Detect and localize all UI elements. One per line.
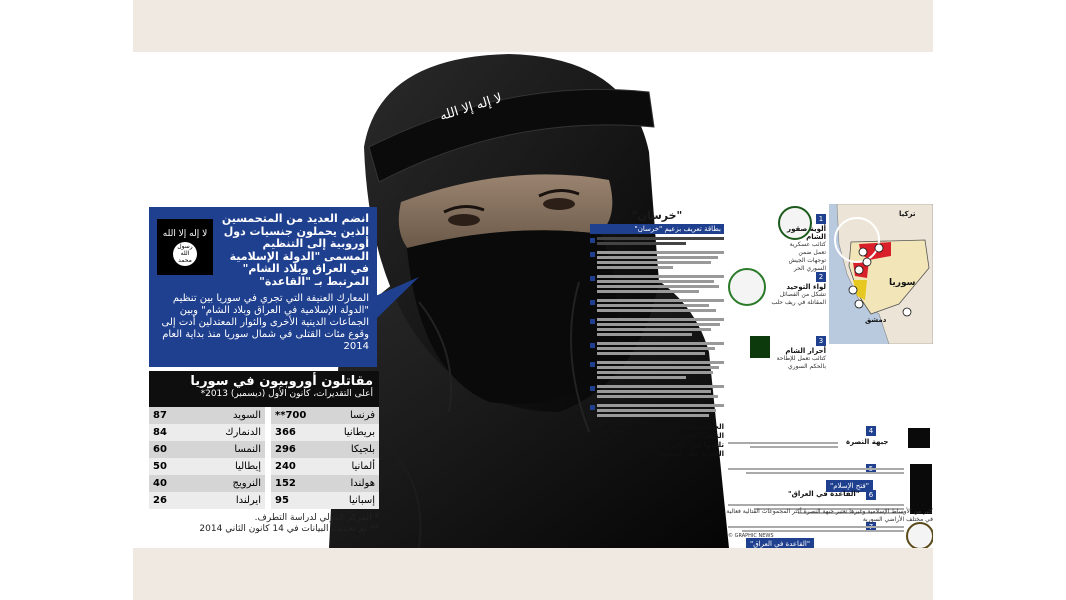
country-name: ألمانيا — [311, 458, 379, 475]
country-name: الدنمارك — [189, 424, 265, 441]
country-name: بريطانيا — [311, 424, 379, 441]
column-gap — [265, 475, 271, 492]
fighter-count: 366 — [271, 424, 311, 441]
khorasan-timeline — [590, 236, 724, 419]
fighter-count: 240 — [271, 458, 311, 475]
ahrar-flag-icon — [750, 336, 770, 358]
bottom-margin-band — [133, 548, 933, 600]
black-flag-icon — [157, 219, 213, 275]
fighter-count: 60 — [149, 441, 189, 458]
fighter-count: 26 — [149, 492, 189, 509]
table-row — [149, 492, 379, 509]
graphic-news-credit: © GRAPHIC NEWS — [728, 533, 774, 539]
group-name: لواء التوحيد — [786, 283, 826, 291]
bottom-note: كثير من الأوساط الإسلامية وغيرها تعتبر جبهة النصرة أكثر المجموعات القتالية فعالية في مختلف الأراضي السورية — [726, 508, 933, 523]
bullet-icon — [590, 405, 595, 410]
group-name-bar: "القاعدة في العراق" — [746, 538, 814, 548]
text-lines — [597, 298, 724, 314]
timeline-item — [590, 384, 724, 400]
fighter-count: 50 — [149, 458, 189, 475]
table-row — [149, 441, 379, 458]
group-description: كتائب عسكرية تعمل ضمن توجهات الجيش السوري الحر — [788, 241, 826, 272]
group-number: 6 — [866, 490, 876, 500]
country-name: ايرلندا — [189, 492, 265, 509]
text-lines — [597, 360, 724, 381]
country-name: فرنسا — [311, 407, 379, 424]
group-number: 4 — [866, 426, 876, 436]
fighter-count: 84 — [149, 424, 189, 441]
map-label-damascus: دمشق — [865, 316, 887, 324]
syria-map — [829, 204, 933, 344]
bullet-icon — [590, 343, 595, 348]
group-name: جبهة النصرة — [846, 438, 889, 446]
group-number: 1 — [816, 214, 826, 224]
bullet-icon — [590, 319, 595, 324]
table-row — [149, 475, 379, 492]
headband-inscription: لا إله إلا الله — [438, 90, 504, 125]
group-description-lines — [728, 466, 904, 476]
text-lines — [597, 384, 724, 400]
country-name: هولندا — [311, 475, 379, 492]
timeline-item — [590, 274, 724, 295]
bullet-icon — [590, 238, 595, 243]
timeline-item — [590, 317, 724, 338]
group-name: أحرار الشام — [785, 347, 826, 355]
aqi-emblem-icon — [906, 522, 933, 548]
infographic-page — [133, 52, 933, 548]
table-footnotes — [149, 513, 379, 535]
timeline-item — [590, 341, 724, 357]
intro-headline: انضم العديد من المتحمسين الذين يحملون جنسيات دول أوروبية إلى التنظيم المسمى "الدولة الإسلامية في العراق وبلاد الشام" المرتبط بـ "القاعدة" — [221, 212, 369, 288]
timeline-item — [590, 360, 724, 381]
nusra-flag-icon — [908, 428, 930, 448]
table-row — [149, 458, 379, 475]
callout-pointer — [373, 277, 419, 337]
intro-body: المعارك العنيفة التي تجري في سوريا بين تنظيم "الدولة الإسلامية في العراق وبلاد الشام" وبين الجماعات الدينية الأخرى والثوار المعتدلين أدت إلى وقوع مئات القتلى في شمال سوريا منذ بداية العام 2014 — [161, 293, 369, 352]
group-description-lines — [728, 440, 838, 450]
text-lines — [597, 274, 724, 295]
group-number: 2 — [816, 272, 826, 282]
footnote-update: ** تم تحديث البيانات في 14 كانون الثاني 2014 — [199, 524, 379, 534]
map-label-syria: سوريا — [889, 278, 916, 288]
fighter-count: 40 — [149, 475, 189, 492]
group-name: "القاعدة في العراق" — [788, 490, 860, 498]
country-name: السويد — [189, 407, 265, 424]
flag-text: لا إله إلا الله — [162, 228, 208, 239]
khorasan-profile-bar: بطاقة تعريف بزعيم "خرسان" — [590, 224, 724, 234]
bullet-icon — [590, 276, 595, 281]
text-lines — [597, 236, 724, 247]
bullet-icon — [590, 386, 595, 391]
text-lines — [597, 250, 724, 271]
bullet-icon — [590, 252, 595, 257]
country-name: بلجيكا — [311, 441, 379, 458]
fighter-count: 95 — [271, 492, 311, 509]
group-name-bar: "فتح الإسلام" — [826, 480, 873, 492]
fighter-count: 296 — [271, 441, 311, 458]
column-gap — [265, 492, 271, 509]
european-fighters-table — [149, 407, 379, 509]
khorasan-column — [590, 209, 724, 459]
column-gap — [265, 441, 271, 458]
bullet-icon — [590, 300, 595, 305]
fighter-count: 152 — [271, 475, 311, 492]
fatah-islam-flag-icon — [910, 464, 932, 498]
table-row — [149, 407, 379, 424]
groups-column — [726, 204, 933, 548]
timeline-item — [590, 250, 724, 271]
timeline-item — [590, 298, 724, 314]
fighter-count: 700** — [271, 407, 311, 424]
fighter-count: 87 — [149, 407, 189, 424]
country-name: إسبانيا — [311, 492, 379, 509]
timeline-item — [590, 236, 724, 247]
timeline-item — [590, 403, 724, 419]
flag-seal: رسول الله محمد — [173, 242, 197, 266]
khorasan-summary: الجماعة قالوا إنها القناة من "مرحلة التنفيذ" ليجوم يحصد على قمة يمكن تلقيها من خلال الدفرات من دون القدرة على كشفها — [600, 423, 724, 458]
european-fighters-subtitle: أعلى التقديرات، كانون الأول (ديسمبر) 2013* — [200, 389, 373, 399]
column-gap — [265, 458, 271, 475]
country-name: النمسا — [189, 441, 265, 458]
group-number: 3 — [816, 336, 826, 346]
european-fighters-title: مقاتلون أوروبيون في سوريا — [190, 374, 373, 389]
group-name: ألوية صقور الشام — [787, 225, 826, 241]
bullet-icon — [590, 362, 595, 367]
top-margin-band — [133, 0, 933, 52]
intro-blue-box — [149, 207, 377, 367]
group-description: كتائب تعمل للإطاحة بالحكم السوري — [776, 355, 826, 370]
map-label-turkey: تركيا — [899, 210, 916, 218]
text-lines — [597, 317, 724, 338]
column-gap — [265, 407, 271, 424]
group-description: تشكل من الفصائل المقاتلة في ريف حلب — [771, 291, 826, 306]
tawhid-emblem-icon — [728, 268, 766, 306]
table-row — [149, 424, 379, 441]
text-lines — [597, 341, 724, 357]
khorasan-title: "خرسان" — [631, 209, 683, 222]
european-fighters-panel — [149, 371, 379, 535]
text-lines — [597, 403, 724, 419]
footnote-source: * المركز الدولي لدراسة التطرف. — [254, 513, 379, 523]
column-gap — [265, 424, 271, 441]
country-name: إيطاليا — [189, 458, 265, 475]
country-name: النرويج — [189, 475, 265, 492]
european-fighters-header — [149, 371, 379, 407]
